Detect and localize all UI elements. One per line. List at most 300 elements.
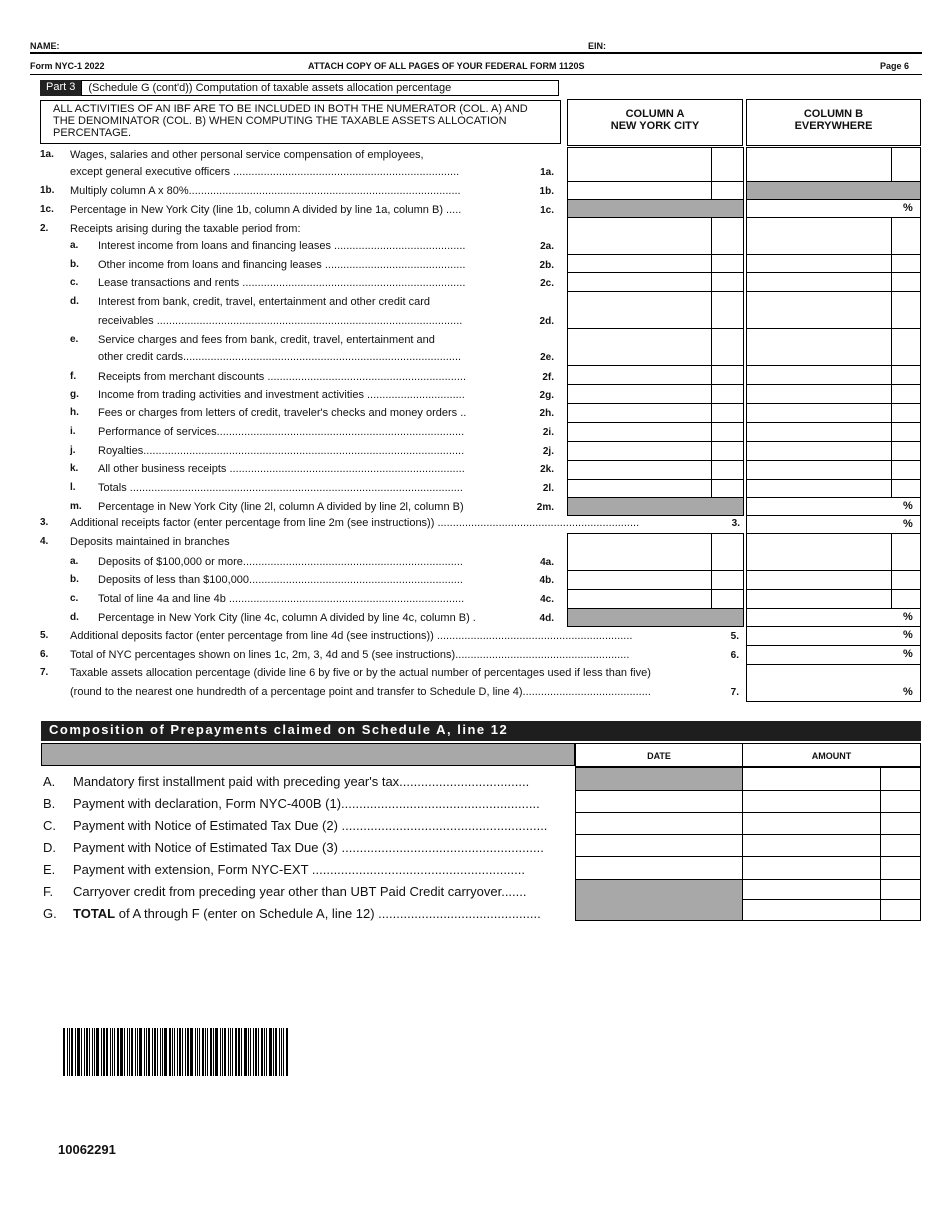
barcode-bar [120, 1028, 123, 1076]
barcode-bar [117, 1028, 119, 1076]
barcode-bar [92, 1028, 93, 1076]
percent-sign: % [903, 500, 913, 512]
date-column-header: DATE [575, 743, 743, 767]
amount-column-header: AMOUNT [742, 743, 921, 767]
line-letter: b. [70, 259, 79, 270]
barcode-bar [164, 1028, 167, 1076]
prepayment-row-a [43, 774, 568, 792]
field-2i-col-a-cents[interactable] [711, 422, 744, 442]
line-text: Other income from loans and financing leases .............................................. [98, 259, 466, 271]
barcode-bar [210, 1028, 212, 1076]
line-text: Interest income from loans and financing leases ........................................... [98, 240, 466, 252]
line-6 [40, 649, 715, 663]
field-2h-col-b-cents[interactable] [891, 403, 921, 423]
field-2i-col-a[interactable] [567, 422, 712, 442]
barcode-bar [264, 1028, 265, 1076]
prepayment-row-g [43, 906, 568, 924]
barcode-bar [139, 1028, 142, 1076]
line-text: Deposits of $100,000 or more........................................................................ [98, 556, 463, 568]
column-a-title: COLUMN A [625, 108, 685, 120]
shaded-cell [746, 181, 921, 200]
barcode-bar [195, 1028, 196, 1076]
shaded-cell [567, 608, 744, 627]
line-ref-1a: 1a. [540, 167, 554, 178]
line-ref-6: 6. [730, 650, 739, 661]
barcode-bar [154, 1028, 156, 1076]
line-ref-4d: 4d. [539, 613, 554, 624]
header-rule [30, 74, 922, 75]
barcode-bar [146, 1028, 147, 1076]
barcode-bar [77, 1028, 80, 1076]
date-c[interactable] [575, 812, 743, 835]
line-number: 1a. [40, 149, 54, 160]
part3-header [40, 80, 559, 96]
line-2c [40, 277, 520, 291]
row-letter: G. [43, 906, 57, 921]
barcode-bar [84, 1028, 85, 1076]
line-number: 5. [40, 630, 49, 641]
field-2l-col-b-cents[interactable] [891, 479, 921, 498]
barcode-bar [69, 1028, 70, 1076]
field-2e-col-a-cents[interactable] [711, 328, 744, 366]
field-4b-col-a-cents[interactable] [711, 570, 744, 590]
field-2b-col-b-cents[interactable] [891, 254, 921, 273]
line-3 [40, 517, 730, 531]
barcode-bar [169, 1028, 171, 1076]
amount-e[interactable] [742, 856, 881, 880]
field-6-percent[interactable] [746, 645, 921, 665]
line-2a [40, 240, 520, 254]
row-letter: D. [43, 840, 56, 855]
field-2a-col-b[interactable] [746, 217, 892, 255]
line-letter: g. [70, 389, 79, 400]
date-b[interactable] [575, 790, 743, 813]
line-letter: c. [70, 277, 79, 288]
line-text: Percentage in New York City (line 1b, column A divided by line 1a, column B) ..... [70, 204, 462, 216]
barcode-bar [71, 1028, 73, 1076]
line-letter: e. [70, 334, 79, 345]
field-4b-col-b[interactable] [746, 570, 892, 590]
barcode-bar [63, 1028, 65, 1076]
line-number: 1b. [40, 185, 55, 196]
line-text: Fees or charges from letters of credit, traveler's checks and money orders .. [98, 407, 467, 419]
field-2m-percent[interactable] [746, 497, 921, 516]
line-text: Additional receipts factor (enter percentage from line 2m (see instructions)) .................................................................. [70, 517, 640, 529]
field-1c-percent[interactable] [746, 199, 921, 218]
barcode-bar [112, 1028, 113, 1076]
barcode-bar [205, 1028, 206, 1076]
line-letter: j. [70, 445, 76, 456]
field-2g-col-b[interactable] [746, 384, 892, 404]
row-letter: F. [43, 884, 54, 899]
barcode-bar [89, 1028, 90, 1076]
line-ref-1b: 1b. [539, 186, 554, 197]
barcode-bar [213, 1028, 214, 1076]
part3-label: Part 3 [40, 80, 81, 96]
field-2c-col-b-cents[interactable] [891, 272, 921, 292]
amount-g-total[interactable] [742, 899, 881, 921]
line-ref-4a: 4a. [540, 557, 554, 568]
line-text: Receipts arising during the taxable period from: [70, 223, 301, 235]
line-text: Taxable assets allocation percentage (divide line 6 by five or by the actual number of percentages used if less than five) [70, 667, 651, 679]
name-label: NAME: [30, 41, 60, 51]
line-letter: k. [70, 463, 79, 474]
prepayment-row-c [43, 818, 568, 836]
field-4b-col-a[interactable] [567, 570, 712, 590]
line-2g [40, 389, 520, 403]
line-2f [40, 371, 520, 385]
field-2j-col-a-cents[interactable] [711, 441, 744, 461]
line-2i [40, 426, 520, 440]
amount-b-cents[interactable] [880, 790, 921, 813]
barcode-bar [131, 1028, 133, 1076]
field-2k-col-b[interactable] [746, 460, 892, 480]
prepayment-row-e [43, 862, 568, 880]
field-2k-col-a[interactable] [567, 460, 712, 480]
field-1a-col-a-cents[interactable] [711, 147, 744, 182]
barcode-bar [103, 1028, 105, 1076]
column-b-subtitle: EVERYWHERE [794, 120, 873, 132]
line-text: Interest from bank, credit, travel, entertainment and other credit card [98, 296, 430, 308]
field-5-percent[interactable] [746, 626, 921, 646]
field-2b-col-a-cents[interactable] [711, 254, 744, 273]
line-4a [40, 556, 520, 570]
field-2e-col-b-cents[interactable] [891, 328, 921, 366]
barcode-bar [106, 1028, 108, 1076]
field-2k-col-b-cents[interactable] [891, 460, 921, 480]
line-2b [40, 259, 520, 273]
barcode-bar [187, 1028, 189, 1076]
barcode-bar [114, 1028, 115, 1076]
barcode-bar [185, 1028, 186, 1076]
line-ref-2i: 2i. [542, 427, 554, 438]
line-2e [40, 334, 520, 348]
barcode-bar [177, 1028, 178, 1076]
barcode-bar [182, 1028, 183, 1076]
barcode-bar [127, 1028, 128, 1076]
line-text: Deposits maintained in branches [70, 536, 230, 548]
field-2f-col-b[interactable] [746, 365, 892, 385]
line-text: Income from trading activities and investment activities ................................ [98, 389, 465, 401]
barcode-bar [157, 1028, 158, 1076]
field-4a-col-b[interactable] [746, 533, 892, 571]
attach-note: ATTACH COPY OF ALL PAGES OF YOUR FEDERAL FORM 1120S [308, 61, 585, 71]
line-text: Wages, salaries and other personal service compensation of employees, [70, 149, 424, 161]
barcode-bar [86, 1028, 88, 1076]
barcode-bar [244, 1028, 247, 1076]
barcode-bar [124, 1028, 125, 1076]
line-1a-cont: except general executive officers .......................................................................... [70, 166, 460, 178]
shaded-cell [575, 879, 743, 921]
barcode-bar [253, 1028, 254, 1076]
line-ref-5: 5. [730, 631, 739, 642]
line-2l [40, 482, 520, 496]
row-text: Carryover credit from preceding year other than UBT Paid Credit carryover....... [73, 884, 527, 899]
amount-b[interactable] [742, 790, 881, 813]
field-2g-col-b-cents[interactable] [891, 384, 921, 404]
line-2d-cont: receivables .................................................................................................... [98, 315, 463, 327]
row-text: Payment with Notice of Estimated Tax Due (3) ........................................................ [73, 840, 544, 855]
line-number: 3. [40, 517, 49, 528]
line-2 [40, 223, 560, 237]
amount-f[interactable] [742, 879, 881, 900]
barcode-bar [238, 1028, 240, 1076]
barcode-bar [250, 1028, 251, 1076]
barcode-bar [286, 1028, 288, 1076]
field-2g-col-a[interactable] [567, 384, 712, 404]
percent-sign: % [903, 629, 913, 641]
line-text: Service charges and fees from bank, credit, travel, entertainment and [98, 334, 435, 346]
amount-f-cents[interactable] [880, 879, 921, 900]
line-2k [40, 463, 520, 477]
field-1b-col-a-cents[interactable] [711, 181, 744, 200]
barcode-bar [197, 1028, 198, 1076]
barcode-bar [215, 1028, 218, 1076]
barcode-bar [255, 1028, 257, 1076]
field-2g-col-a-cents[interactable] [711, 384, 744, 404]
field-2a-col-a-cents[interactable] [711, 217, 744, 255]
barcode-bar [160, 1028, 161, 1076]
line-ref-2j: 2j. [542, 446, 554, 457]
barcode-bar [202, 1028, 204, 1076]
field-2j-col-b[interactable] [746, 441, 892, 461]
total-text: of A through F (enter on Schedule A, line 12) ............................................. [115, 906, 541, 921]
field-2d-col-a[interactable] [567, 291, 712, 329]
column-a-subtitle: NEW YORK CITY [610, 120, 700, 132]
amount-a-cents[interactable] [880, 767, 921, 791]
line-letter: d. [70, 612, 79, 623]
barcode-bar [222, 1028, 223, 1076]
barcode-bar [279, 1028, 280, 1076]
field-2j-col-a[interactable] [567, 441, 712, 461]
barcode-bar [75, 1028, 76, 1076]
field-2c-col-b[interactable] [746, 272, 892, 292]
field-4c-col-b[interactable] [746, 589, 892, 609]
line-ref-2k: 2k. [540, 464, 554, 475]
barcode-bar [190, 1028, 193, 1076]
line-ref-2e: 2e. [540, 352, 554, 363]
field-4a-col-b-cents[interactable] [891, 533, 921, 571]
page-number: Page 6 [880, 61, 910, 71]
amount-g-total-cents[interactable] [880, 899, 921, 921]
ein-label: EIN: [588, 41, 606, 51]
barcode-bar [220, 1028, 221, 1076]
field-1a-col-a[interactable] [567, 147, 712, 182]
line-letter: f. [70, 371, 77, 382]
barcode-bar [67, 1028, 68, 1076]
barcode-bar [101, 1028, 102, 1076]
barcode-bar [258, 1028, 259, 1076]
amount-d-cents[interactable] [880, 834, 921, 857]
field-7-percent[interactable] [746, 664, 921, 702]
date-d[interactable] [575, 834, 743, 857]
barcode-bar [275, 1028, 277, 1076]
amount-c-cents[interactable] [880, 812, 921, 835]
field-4a-col-a-cents[interactable] [711, 533, 744, 571]
line-ref-4b: 4b. [539, 575, 554, 586]
barcode-bar [110, 1028, 111, 1076]
row-letter: B. [43, 796, 56, 811]
line-4b [40, 574, 520, 588]
line-text: All other business receipts ............................................................................. [98, 463, 465, 475]
field-1a-col-b[interactable] [746, 147, 892, 182]
line-2d [40, 296, 520, 310]
line-letter: m. [70, 501, 82, 512]
line-ref-7: 7. [730, 687, 739, 698]
line-text: Lease transactions and rents ......................................................................... [98, 277, 466, 289]
line-letter: a. [70, 240, 79, 251]
field-2d-col-b[interactable] [746, 291, 892, 329]
barcode [63, 1028, 289, 1076]
form-id: Form NYC-1 2022 [30, 61, 105, 71]
field-1b-col-a[interactable] [567, 181, 712, 200]
barcode-bar [162, 1028, 163, 1076]
column-b-title: COLUMN B [803, 108, 864, 120]
total-label: TOTAL [73, 906, 116, 921]
barcode-bar [96, 1028, 99, 1076]
amount-c[interactable] [742, 812, 881, 835]
barcode-bar [144, 1028, 145, 1076]
barcode-bar [248, 1028, 249, 1076]
line-ref-2g: 2g. [539, 390, 554, 401]
field-2a-col-a[interactable] [567, 217, 712, 255]
barcode-bar [207, 1028, 208, 1076]
row-letter: C. [43, 818, 56, 833]
barcode-bar [232, 1028, 233, 1076]
line-1b [40, 185, 560, 199]
barcode-bar [81, 1028, 82, 1076]
line-number: 2. [40, 223, 49, 234]
amount-d[interactable] [742, 834, 881, 857]
barcode-bar [235, 1028, 237, 1076]
line-text: Royalties......................................................................................................... [98, 445, 465, 457]
line-number: 4. [40, 536, 49, 547]
line-ref-2h: 2h. [539, 408, 554, 419]
field-1a-col-b-cents[interactable] [891, 147, 921, 182]
line-text: Percentage in New York City (line 2l, column A divided by line 2l, column B) [98, 501, 464, 513]
barcode-bar [174, 1028, 175, 1076]
prepayments-title: Composition of Prepayments claimed on Schedule A, line 12 [41, 721, 921, 741]
field-2i-col-b-cents[interactable] [891, 422, 921, 442]
line-2e-cont: other credit cards........................................................................................... [98, 351, 462, 363]
row-text [73, 906, 541, 921]
field-2e-col-b[interactable] [746, 328, 892, 366]
name-ein-rule [30, 52, 922, 54]
barcode-bar [137, 1028, 138, 1076]
line-ref-2d: 2d. [539, 316, 554, 327]
field-2e-col-a[interactable] [567, 328, 712, 366]
line-7 [40, 667, 730, 681]
prepayment-row-f [43, 884, 568, 902]
field-3-percent[interactable] [746, 515, 921, 534]
field-4c-col-b-cents[interactable] [891, 589, 921, 609]
field-2f-col-a[interactable] [567, 365, 712, 385]
percent-sign: % [903, 611, 913, 623]
field-2f-col-b-cents[interactable] [891, 365, 921, 385]
line-ref-2m: 2m. [536, 502, 554, 513]
field-2i-col-b[interactable] [746, 422, 892, 442]
line-letter: a. [70, 556, 79, 567]
shaded-cell [567, 199, 744, 218]
field-2c-col-a-cents[interactable] [711, 272, 744, 292]
line-4 [40, 536, 560, 550]
field-2c-col-a[interactable] [567, 272, 712, 292]
line-2h [40, 407, 520, 421]
barcode-bar [230, 1028, 231, 1076]
field-2l-col-a-cents[interactable] [711, 479, 744, 498]
line-letter: c. [70, 593, 79, 604]
line-ref-4c: 4c. [540, 594, 554, 605]
line-2m [40, 501, 520, 515]
line-letter: b. [70, 574, 79, 585]
line-ref-3: 3. [731, 518, 740, 529]
line-letter: d. [70, 296, 79, 307]
amount-a[interactable] [742, 767, 881, 791]
line-1c [40, 204, 560, 218]
line-5 [40, 630, 715, 644]
barcode-bar [241, 1028, 242, 1076]
field-4c-col-a[interactable] [567, 589, 712, 609]
column-a-header [567, 99, 743, 146]
field-2b-col-a[interactable] [567, 254, 712, 273]
row-text: Payment with extension, Form NYC-EXT ........................................................... [73, 862, 525, 877]
line-text: Total of line 4a and line 4b ............................................................................. [98, 593, 465, 605]
line-text: Multiply column A x 80%......................................................................................... [70, 185, 461, 197]
field-2h-col-a-cents[interactable] [711, 403, 744, 423]
barcode-bar [269, 1028, 272, 1076]
line-number: 7. [40, 667, 49, 678]
field-4c-col-a-cents[interactable] [711, 589, 744, 609]
field-2d-col-b-cents[interactable] [891, 291, 921, 329]
field-2d-col-a-cents[interactable] [711, 291, 744, 329]
field-2f-col-a-cents[interactable] [711, 365, 744, 385]
barcode-bar [172, 1028, 173, 1076]
date-e[interactable] [575, 856, 743, 880]
line-4c [40, 593, 520, 607]
row-text: Mandatory first installment paid with preceding year's tax.................................... [73, 774, 530, 789]
form-code: 10062291 [58, 1142, 116, 1157]
field-4d-percent[interactable] [746, 608, 921, 627]
row-text: Payment with declaration, Form NYC-400B (1)....................................................... [73, 796, 540, 811]
percent-sign: % [903, 202, 913, 214]
field-4b-col-b-cents[interactable] [891, 570, 921, 590]
ibf-note: ALL ACTIVITIES OF AN IBF ARE TO BE INCLUDED IN BOTH THE NUMERATOR (COL. A) AND THE DENOMINATOR (COL. B) WHEN COMPUTING THE TAXABLE ASSETS ALLOCATION PERCENTAGE. [40, 100, 561, 144]
field-2k-col-a-cents[interactable] [711, 460, 744, 480]
field-2h-col-b[interactable] [746, 403, 892, 423]
line-ref-2b: 2b. [539, 260, 554, 271]
barcode-bar [266, 1028, 267, 1076]
line-text: Percentage in New York City (line 4c, column A divided by line 4c, column B) . [98, 612, 476, 624]
prepayments-shaded-header [41, 743, 575, 766]
line-text: Totals ............................................................................................................. [98, 482, 463, 494]
field-2l-col-a[interactable] [567, 479, 712, 498]
line-number: 1c. [40, 204, 54, 215]
field-2b-col-b[interactable] [746, 254, 892, 273]
field-2h-col-a[interactable] [567, 403, 712, 423]
amount-e-cents[interactable] [880, 856, 921, 880]
line-ref-2c: 2c. [540, 278, 554, 289]
barcode-bar [135, 1028, 136, 1076]
barcode-bar [152, 1028, 153, 1076]
field-2l-col-b[interactable] [746, 479, 892, 498]
line-ref-1c: 1c. [540, 205, 554, 216]
field-2j-col-b-cents[interactable] [891, 441, 921, 461]
percent-sign: % [903, 648, 913, 660]
line-2j [40, 445, 520, 459]
field-4a-col-a[interactable] [567, 533, 712, 571]
prepayment-row-b [43, 796, 568, 814]
field-2a-col-b-cents[interactable] [891, 217, 921, 255]
